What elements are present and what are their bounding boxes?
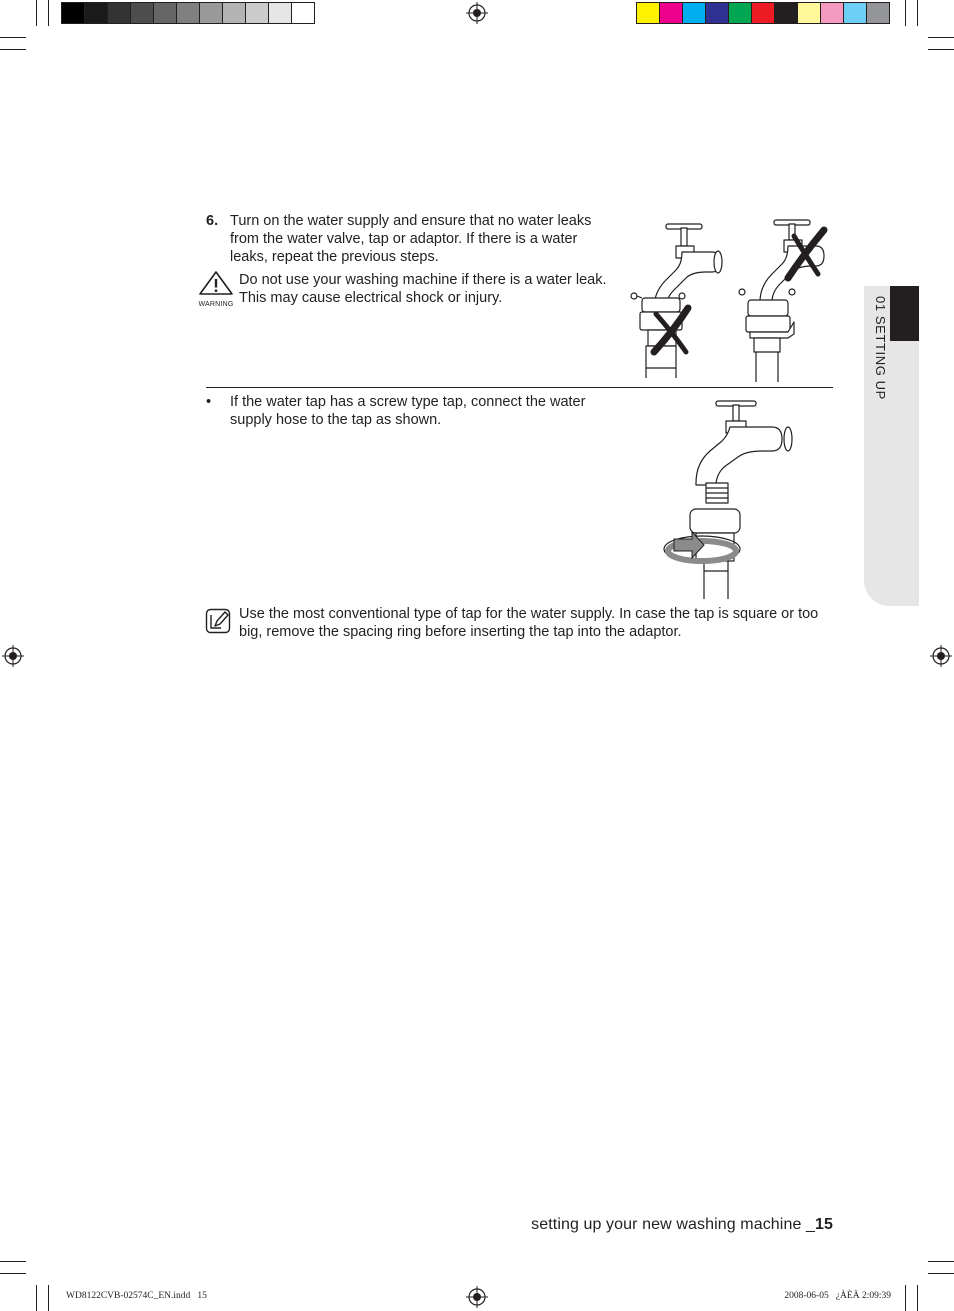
color-swatch (61, 2, 85, 24)
note-line: Use the most conventional type of tap for the water supply. In case the tap is square or too (239, 606, 819, 622)
bullet-line: supply hose to the tap as shown. (230, 412, 442, 428)
registration-mark-icon (466, 2, 488, 24)
color-swatch (728, 2, 752, 24)
warning-text (239, 271, 619, 307)
color-swatch (176, 2, 200, 24)
bullet-line: If the water tap has a screw type tap, connect the water (230, 394, 586, 410)
color-swatch (774, 2, 798, 24)
bullet-text (230, 393, 620, 429)
color-swatch (705, 2, 729, 24)
color-swatch (751, 2, 775, 24)
color-swatch (245, 2, 269, 24)
color-swatch (199, 2, 223, 24)
chapter-tab-label: 01 SETTING UP (873, 296, 888, 400)
footer-label: setting up your new washing machine _ (531, 1216, 815, 1233)
registration-mark-icon (2, 645, 24, 667)
registration-mark-icon (466, 1286, 488, 1308)
slug-filename: WD8122CVB-02574C_EN.indd 15 (66, 1291, 207, 1301)
bullet-symbol: • (206, 394, 212, 410)
color-swatch (291, 2, 315, 24)
step-6-line: Turn on the water supply and ensure that no water leaks (230, 213, 592, 229)
note-line: big, remove the spacing ring before inserting the tap into the adaptor. (239, 624, 682, 640)
note-icon (205, 608, 231, 634)
note-text (239, 605, 839, 641)
step-6-text (230, 212, 620, 266)
color-swatch (222, 2, 246, 24)
slug-timestamp: 2008-06-05 ¿ÀÈÄ 2:09:39 (784, 1291, 891, 1301)
color-swatch (797, 2, 821, 24)
step-number: 6. (206, 213, 219, 229)
color-swatch (820, 2, 844, 24)
warning-line: Do not use your washing machine if there is a water leak. (239, 272, 607, 288)
color-swatch (682, 2, 706, 24)
section-divider (206, 387, 833, 388)
color-swatch (636, 2, 660, 24)
leaking-taps-illustration (626, 212, 836, 384)
step-6-line: from the water valve, tap or adaptor. If there is a water (230, 231, 578, 247)
color-swatch (268, 2, 292, 24)
color-swatch (153, 2, 177, 24)
page-footer (531, 1216, 833, 1234)
page-number: 15 (815, 1216, 833, 1233)
warning-line: This may cause electrical shock or injury. (239, 290, 503, 306)
color-swatch (130, 2, 154, 24)
color-swatch (866, 2, 890, 24)
color-swatch (84, 2, 108, 24)
step-6-line: leaks, repeat the previous steps. (230, 249, 439, 265)
color-swatch (107, 2, 131, 24)
screw-tap-illustration (660, 393, 800, 601)
warning-icon (196, 270, 236, 306)
warning-icon-label: WARNING (198, 301, 234, 308)
chapter-tab-marker (890, 286, 919, 341)
color-swatch (659, 2, 683, 24)
color-swatch (843, 2, 867, 24)
registration-mark-icon (930, 645, 952, 667)
